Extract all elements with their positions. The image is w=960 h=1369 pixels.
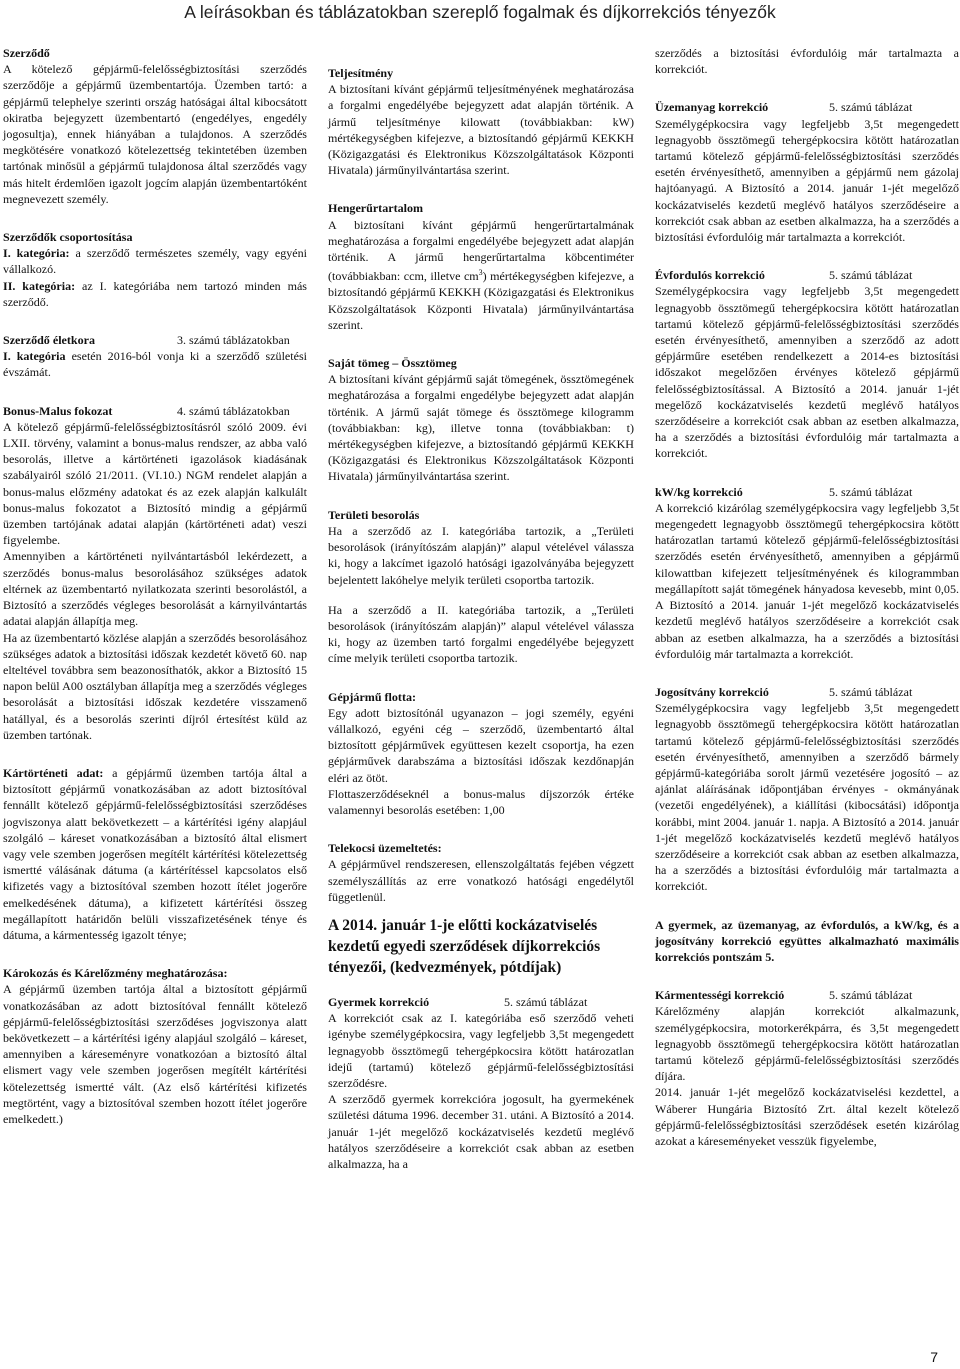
heading-teljesitmeny: Teljesítmény: [328, 66, 394, 80]
paragraph-kategoria-2: [3, 278, 307, 310]
paragraph-evfordulos: Személygépkocsira vagy legfeljebb 3,5t megengedett legnagyobb össztömegű tehergépkocsira kötött határozatlan tartamú kötelező gépjármű-felelősségbiztosítási szerződés esetén érvényesíthető, amennyiben a szerződő az adott gépjárműre esetében rendelkezett a 2014-es biztosítási időszakot megelőzően érvényes kötelező gépjármű felelősségbiztosítással. A Biztosító a 2014. január 1-jét megelőző kockázatviselés kezdetű meglévő hatályos szerződéseire a korrekciót csak abban az esetben alkalmazza, ha a szerződés a biztosítási évfordulóig már tartalmazta a korrekciót.: [655, 284, 959, 461]
heading-row-kwkg: [655, 484, 959, 500]
column-left: [3, 45, 307, 1127]
heading-hengerurtartalom: Hengerűrtartalom: [328, 201, 424, 216]
heading-kwkg: kW/kg korrekció: [655, 484, 743, 499]
superscript-3: 3: [478, 268, 483, 278]
paragraph-uzemanyag: Személygépkocsira vagy legfeljebb 3,5t megengedett legnagyobb össztömegű tehergépkocsira kötött határozatlan tartamú kötelező gépjármű-felelősségbiztosítási szerződés esetén érvényesíthető, amennyiben a gépjármű nem gázolaj hajtóanyagú. A Biztosító a 2014. január 1-jét megelőző kockázatviselés kezdetű meglévő hatályos szerződéseire a korrekciót csak abban az esetben alkalmazza, ha a szerződés a biztosítási évfordulóig már tartalmazta a korrekciót.: [655, 116, 959, 245]
heading-eletkor: Szerződő életkora: [3, 333, 95, 348]
heading-gyermek: Gyermek korrekció: [328, 994, 430, 1009]
heading-csoportositas: Szerződők csoportosítása: [3, 230, 133, 245]
heading-karokozas: Károkozás és Kárelőzmény meghatározása:: [3, 966, 228, 981]
heading-teruleti: Területi besorolás: [328, 507, 420, 522]
paragraph-teruleti-2: Ha a szerződő a II. kategóriába tartozik, a „Területi besorolások (irányítószám alapján)” alapul vételével válassza ki, hogy az üzemben tartó forgalmi engedélyébe bejegyzett címe melyik területi csoportba tartozik.: [328, 602, 634, 666]
paragraph-gyermek-1: A korrekciót csak az I. kategóriába eső szerződő veheti igénybe személygépkocsira, vagy legfeljebb 3,5t megengedett legnagyobb össztömegű tehergépkocsira kötött határozatlan idejű (tartamú) kötelező gépjármű-felelősségbiztosítási szerződésre.: [328, 1011, 634, 1090]
table-ref-gyermek: 5. számú táblázat: [504, 994, 588, 1009]
table-ref-uzemanyag: 5. számú táblázat: [829, 100, 913, 115]
paragraph-bonus-3: Ha az üzembentartó közlése alapján a szerződés besorolásához szükséges adatok a biztosítási időszak kezdetét követő 60. nap elteltével továbbra sem beazonosíthatók, akkor a Biztosító 15 napon belül A00 osztályban állapítja meg a szerződés végleges besorolását a biztosítási időszak kezdetére visszamenő hatállyal, és a besorolás szerinti díjról értesítést küld az üzemben tartónak.: [3, 630, 307, 742]
heading-row-bonus-malus: [3, 403, 307, 419]
paragraph-bonus-2: Amennyiben a kártörténeti nyilvántartásból lekérdezett, a szerződés bonus-malus besorolásához szükséges adatok eltérnek az üzembentartó nyilatkozata szerinti besorolástól, a Biztosító a szerződés végleges besorolását a kárnyilvántartás adatai alapján állapítja meg.: [3, 549, 307, 629]
paragraph-kartorteneti: [3, 765, 307, 943]
paragraph-telekocsi: A gépjárművel rendszeresen, ellenszolgáltatás fejében végzett személyszállítás az erre vonatkozó hatósági engedélytől függetlenül.: [328, 857, 634, 904]
table-ref-evfordulos: 5. számú táblázat: [829, 268, 913, 283]
paragraph-szerzodo: A kötelező gépjármű-felelősségbiztosítási szerződés szerződője a gépjármű üzembentartója. Üzemben tartó: a gépjármű telephelye szerinti ország hatóságai által kibocsátott okiratba bejegyzett üzembentartó (engedélyes, engedély jogosultja), ennek hiányában a tulajdonos. A szerződés megkötésére vonatkozó kötelezettség tekintetében üzemben tartónak minősül a gépjármű tulajdonosa által szerződés vagy más hitelt érdemlően igazolt jogcím alapján üzembentartóként megnevezett személy.: [3, 62, 307, 206]
paragraph-karokozas: A gépjármű üzemben tartója által a biztosított gépjármű vonatkozásában az adott biztosítóval fennállt kötelező gépjármű-felelősségbiztosítási szerződéses jogviszonya alatt bekövetkezett – a kártérítési igény alapjául szolgáló – káreset, amennyiben a káreseményre vonatkozóan a biztosító által elismert vagy vele szemben jogerősen megítélt kártérítési kötelezettség ismertté vált. (Az első kártérítési kifizetés megtörtént, vagy a biztosítóval szemben hozott ítélet jogerőre emelkedett.): [3, 982, 307, 1126]
table-ref-bonus-malus: 4. számú táblázatokban: [177, 403, 290, 418]
heading-row-jogositvany: [655, 684, 959, 700]
table-ref-jogositvany: 5. számú táblázat: [829, 684, 913, 699]
table-ref-eletkor: 3. számú táblázatokban: [177, 333, 290, 348]
label-kategoria-2: II. kategória:: [3, 278, 76, 293]
page-number: 7: [930, 1349, 938, 1365]
text-kategoria-1: a szerződő természetes személy, vagy egyéni vállalkozó.: [3, 246, 307, 277]
heading-2014-korrekciok: A 2014. január 1-je előtti kockázatviselés kezdetű egyedi szerződések díjkorrekciós tényezői, (kedvezmények, pótdíjak): [328, 916, 601, 976]
heading-row-uzemanyag: [655, 99, 959, 115]
text-kartorteneti: a gépjármű üzemben tartója által a biztosított gépjármű vonatkozásában az adott biztosítóval fennállt kötelező gépjármű-felelősségbiztosítási szerződéses jogviszonya alatt bekövetkezett – a kártérítési igény alapjául szolgáló – káreset vonatkozásában a biztosító által elismert vagy vele szemben jogerősen megítélt kártérítési kötelezettség ismertté válásának dátuma (a kártérítéssel kapcsolatos első kifizetés vagy a biztosítóval szemben hozott ítélet jogerőre emelkedésének dátuma), a kifizetett kártérítési összeg megállapított határidőn belüli visszafizetésének ténye és dátuma, a kármentesség igazolt ténye;: [3, 765, 308, 942]
text-eletkor: esetén 2016-ból vonja ki a szerződő születési évszámát.: [3, 349, 307, 380]
column-middle: [328, 65, 634, 1172]
text-kategoria-2: az I. kategóriába nem tartozó minden más szerződő.: [3, 278, 307, 309]
paragraph-kategoria-1: [3, 245, 307, 277]
heading-flotta: Gépjármű flotta:: [328, 689, 416, 704]
page-title: A leírásokban és táblázatokban szereplő fogalmak és díjkorrekciós tényezők: [184, 2, 776, 22]
heading-telekocsi: Telekocsi üzemeltetés:: [328, 841, 442, 856]
heading-row-karmentessegi: [655, 987, 959, 1003]
paragraph-jogositvany: Személygépkocsira vagy legfeljebb 3,5t megengedett legnagyobb össztömegű tehergépkocsira kötött határozatlan tartamú kötelező gépjármű-felelősségbiztosítási szerződés esetén érvényesíthető, amennyiben a szerződő bármely gépjármű-kategóriába sorolt jármű vezetésére jogosító – az ajánlat aláírásának időpontjában érvényes - okmányának (vezetői engedélyének), a kiállítási (kibocsátási) időpontja korábbi, mint 2004. január 1. napja. A Biztosító a 2014. január 1-jét megelőző kockázatviselés kezdetű meglévő hatályos szerződéseire a korrekciót csak abban az esetben alkalmazza, ha a szerződés a biztosítási évfordulóig már tartalmazta a korrekciót.: [655, 701, 959, 894]
heading-szerzodo: Szerződő: [3, 46, 50, 60]
label-kategoria-1: I. kategória:: [3, 246, 70, 261]
text-henger-2: ) mértékegységben kifejezve, a biztosítandó gépjármű KEKKH (Közigazgatási és Elektronikus Közszolgáltatások Központi Hivatala) járműnyilvántartása szerint.: [328, 269, 634, 332]
paragraph-teljesitmeny: A biztosítani kívánt gépjármű teljesítményének meghatározása a forgalmi engedélyébe bejegyzett adat alapján történik. A jármű teljesítménye kilowatt (továbbiakban: kW) mértékegységben kifejezve, a biztosítandó gépjármű KEKKH (Közigazgatási és Elektronikus Közszolgáltatások Központi Hivatala) járműnyilvántartása szerint.: [328, 82, 634, 178]
paragraph-karmentessegi-2: 2014. január 1-jét megelőző kockázatviselési kezdettel, a Wáberer Hungária Biztosító Zrt. által kezelt kötelező gépjármű-felelősségbiztosítási szerződések esetén kizárólag azokat a káreseményeket vesszük figyelembe,: [655, 1085, 959, 1148]
paragraph-flotta-1: Egy adott biztosítónál ugyanazon – jogi személy, egyéni vállalkozó, egyéni cég – szerződő, üzembentartó által biztosított gépjárművek együttesen kezelt csoportja, ha ezen gépjárművek darabszáma a biztosítási időszak kezdőnapján eléri az ötöt.: [328, 705, 634, 785]
paragraph-eletkor: [3, 348, 307, 380]
paragraph-flotta-2: Flottaszerződéseknél a bonus-malus díjszorzók értéke valamennyi besorolás esetében: 1,00: [328, 786, 634, 817]
column-right: [655, 45, 959, 1149]
heading-uzemanyag: Üzemanyag korrekció: [655, 100, 769, 115]
label-eletkor-kategoria: I. kategória: [3, 349, 66, 364]
heading-tomeg: Saját tömeg – Össztömeg: [328, 356, 457, 371]
paragraph-teruleti-1: Ha a szerződő az I. kategóriába tartozik, a „Területi besorolások (irányítószám alapján)” alapul vételével válassza ki, hogy a lakcímet igazoló hatósági igazolványába bejegyzett bejelentett lakóhelye melyik területi csoportba tartozik.: [328, 523, 634, 587]
table-ref-kwkg: 5. számú táblázat: [829, 484, 913, 499]
table-ref-karmentessegi: 5. számú táblázat: [829, 988, 913, 1003]
heading-karmentessegi: Kármentességi korrekció: [655, 988, 785, 1003]
paragraph-gyermek-2: A szerződő gyermek korrekcióra jogosult, ha gyermekének születési dátuma 1996. december 31. utáni. A Biztosító a 2014. január 1-jét megelőző kockázatviselés kezdetű meglévő hatályos szerződéseire a korrekciót csak abban az esetben alkalmazza, ha a: [328, 1092, 634, 1171]
heading-row-gyermek: [328, 994, 634, 1010]
paragraph-hengerurtartalom: [328, 217, 634, 333]
paragraph-bonus-1: A kötelező gépjármű-felelősségbiztosításról szóló 2009. évi LXII. törvény, valamint a bonus-malus rendszer, az abba való besorolás, illetve a kártörténeti igazolások kiadásának szabályairól szóló 21/2011. (VI.10.) NGM rendelet alapján a bonus-malus előzmény adatokat és az ezek alapján kalkulált bonus-malus fokozatot a Biztosító mindig a gépjármű üzemben tartójának adatai alapján (kártörténeti adat) veszi figyelembe.: [3, 419, 307, 548]
heading-row-eletkor: [3, 332, 307, 348]
paragraph-intro: szerződés a biztosítási évfordulóig már tartalmazta a korrekciót.: [655, 46, 959, 77]
paragraph-karmentessegi-1: Kárelőzmény alapján korrekciót alkalmazunk, személygépkocsira, motorkerékpárra, és 3,5t megengedett legnagyobb össztömegű tehergépkocsira kötött határozatlan tartamú kötelező gépjármű-felelősségbiztosítási szerződés díjára.: [655, 1004, 959, 1084]
heading-bonus-malus: Bonus-Malus fokozat: [3, 403, 113, 418]
heading-evfordulos: Évfordulós korrekció: [655, 268, 765, 283]
paragraph-tomeg: A biztosítani kívánt gépjármű saját tömegének, össztömegének meghatározása a forgalmi engedélybe bejegyzett adat alapján történik. A jármű saját tömege és össztömege kilogramm (továbbiakban: kg), illetve tonna (továbbiakban: t) mértékegységben kifejezve, a biztosítandó gépjármű KEKKH (Közigazgatási és Elektronikus Közszolgáltatások Központi Hivatala) járműnyilvántartása szerint.: [328, 372, 634, 484]
heading-row-evfordulos: [655, 267, 959, 283]
paragraph-max-pontszam: A gyermek, az üzemanyag, az évfordulós, a kW/kg, és a jogosítvány korrekció együttes alkalmazható maximális korrekciós pontszám 5.: [655, 917, 959, 964]
paragraph-kwkg: A korrekció kizárólag személygépkocsira vagy legfeljebb 3,5t megengedett legnagyobb össztömegű tehergépkocsira kötött határozatlan tartamú kötelező gépjármű-felelősségbiztosítási szerződés esetén érvényesíthető, amennyiben a gépjármű kilowattban kifejezett teljesítményének és kilogrammban megállapított saját tömegének hányadosa kevesebb, mint 0,05. A Biztosító a 2014. január 1-jét megelőző kockázatviselés kezdetű meglévő hatályos szerződéseire a korrekciót csak abban az esetben alkalmazza, ha a szerződés a biztosítási évfordulóig már tartalmazta a korrekciót.: [655, 500, 959, 661]
heading-kartorteneti: Kártörténeti adat:: [3, 765, 104, 780]
text-henger-1: A biztosítani kívánt gépjármű hengerűrtartalmának meghatározása a forgalmi engedélyébe bejegyzett adat alapján történik. A jármű hengerűrtartalma köbcentiméter (továbbiakban: ccm, illetve cm: [328, 217, 634, 284]
heading-jogositvany: Jogosítvány korrekció: [655, 684, 769, 699]
